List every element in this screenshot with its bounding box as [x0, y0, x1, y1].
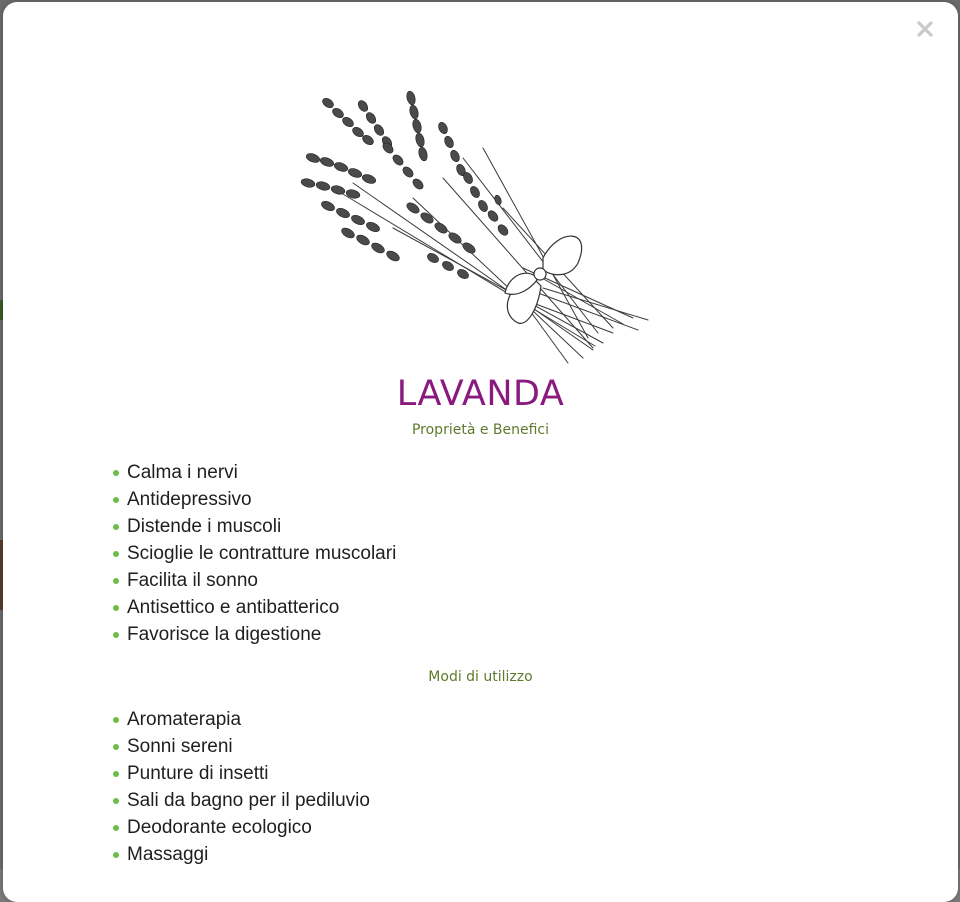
list-item: Antisettico e antibatterico: [110, 594, 396, 621]
lavender-bouquet-icon: [293, 88, 653, 368]
list-item: Sonni sereni: [110, 733, 370, 760]
product-info-modal: [3, 2, 958, 902]
product-title: LAVANDA: [396, 374, 565, 414]
bullet-icon: [113, 771, 119, 777]
benefits-list: [110, 459, 396, 648]
list-item: Facilita il sonno: [110, 567, 396, 594]
bullet-icon: [113, 744, 119, 750]
section-heading-usage: Modi di utilizzo: [428, 669, 533, 685]
list-item: Sali da bagno per il pediluvio: [110, 787, 370, 814]
close-icon: [914, 18, 936, 40]
list-item: Distende i muscoli: [110, 513, 396, 540]
list-item: Calma i nervi: [110, 459, 396, 486]
list-item: Antidepressivo: [110, 486, 396, 513]
list-item: Aromaterapia: [110, 706, 370, 733]
usage-list: [110, 706, 370, 868]
bullet-icon: [113, 717, 119, 723]
bullet-icon: [113, 497, 119, 503]
bullet-icon: [113, 470, 119, 476]
list-item: Favorisce la digestione: [110, 621, 396, 648]
bullet-icon: [113, 524, 119, 530]
close-button[interactable]: [914, 18, 936, 40]
bullet-icon: [113, 852, 119, 858]
bullet-icon: [113, 825, 119, 831]
list-item: Massaggi: [110, 841, 370, 868]
bullet-icon: [113, 632, 119, 638]
bullet-icon: [113, 551, 119, 557]
bullet-icon: [113, 605, 119, 611]
list-item: Scioglie le contratture muscolari: [110, 540, 396, 567]
list-item: Punture di insetti: [110, 760, 370, 787]
section-heading-benefits: Proprietà e Benefici: [411, 422, 550, 438]
bullet-icon: [113, 798, 119, 804]
bullet-icon: [113, 578, 119, 584]
list-item: Deodorante ecologico: [110, 814, 370, 841]
